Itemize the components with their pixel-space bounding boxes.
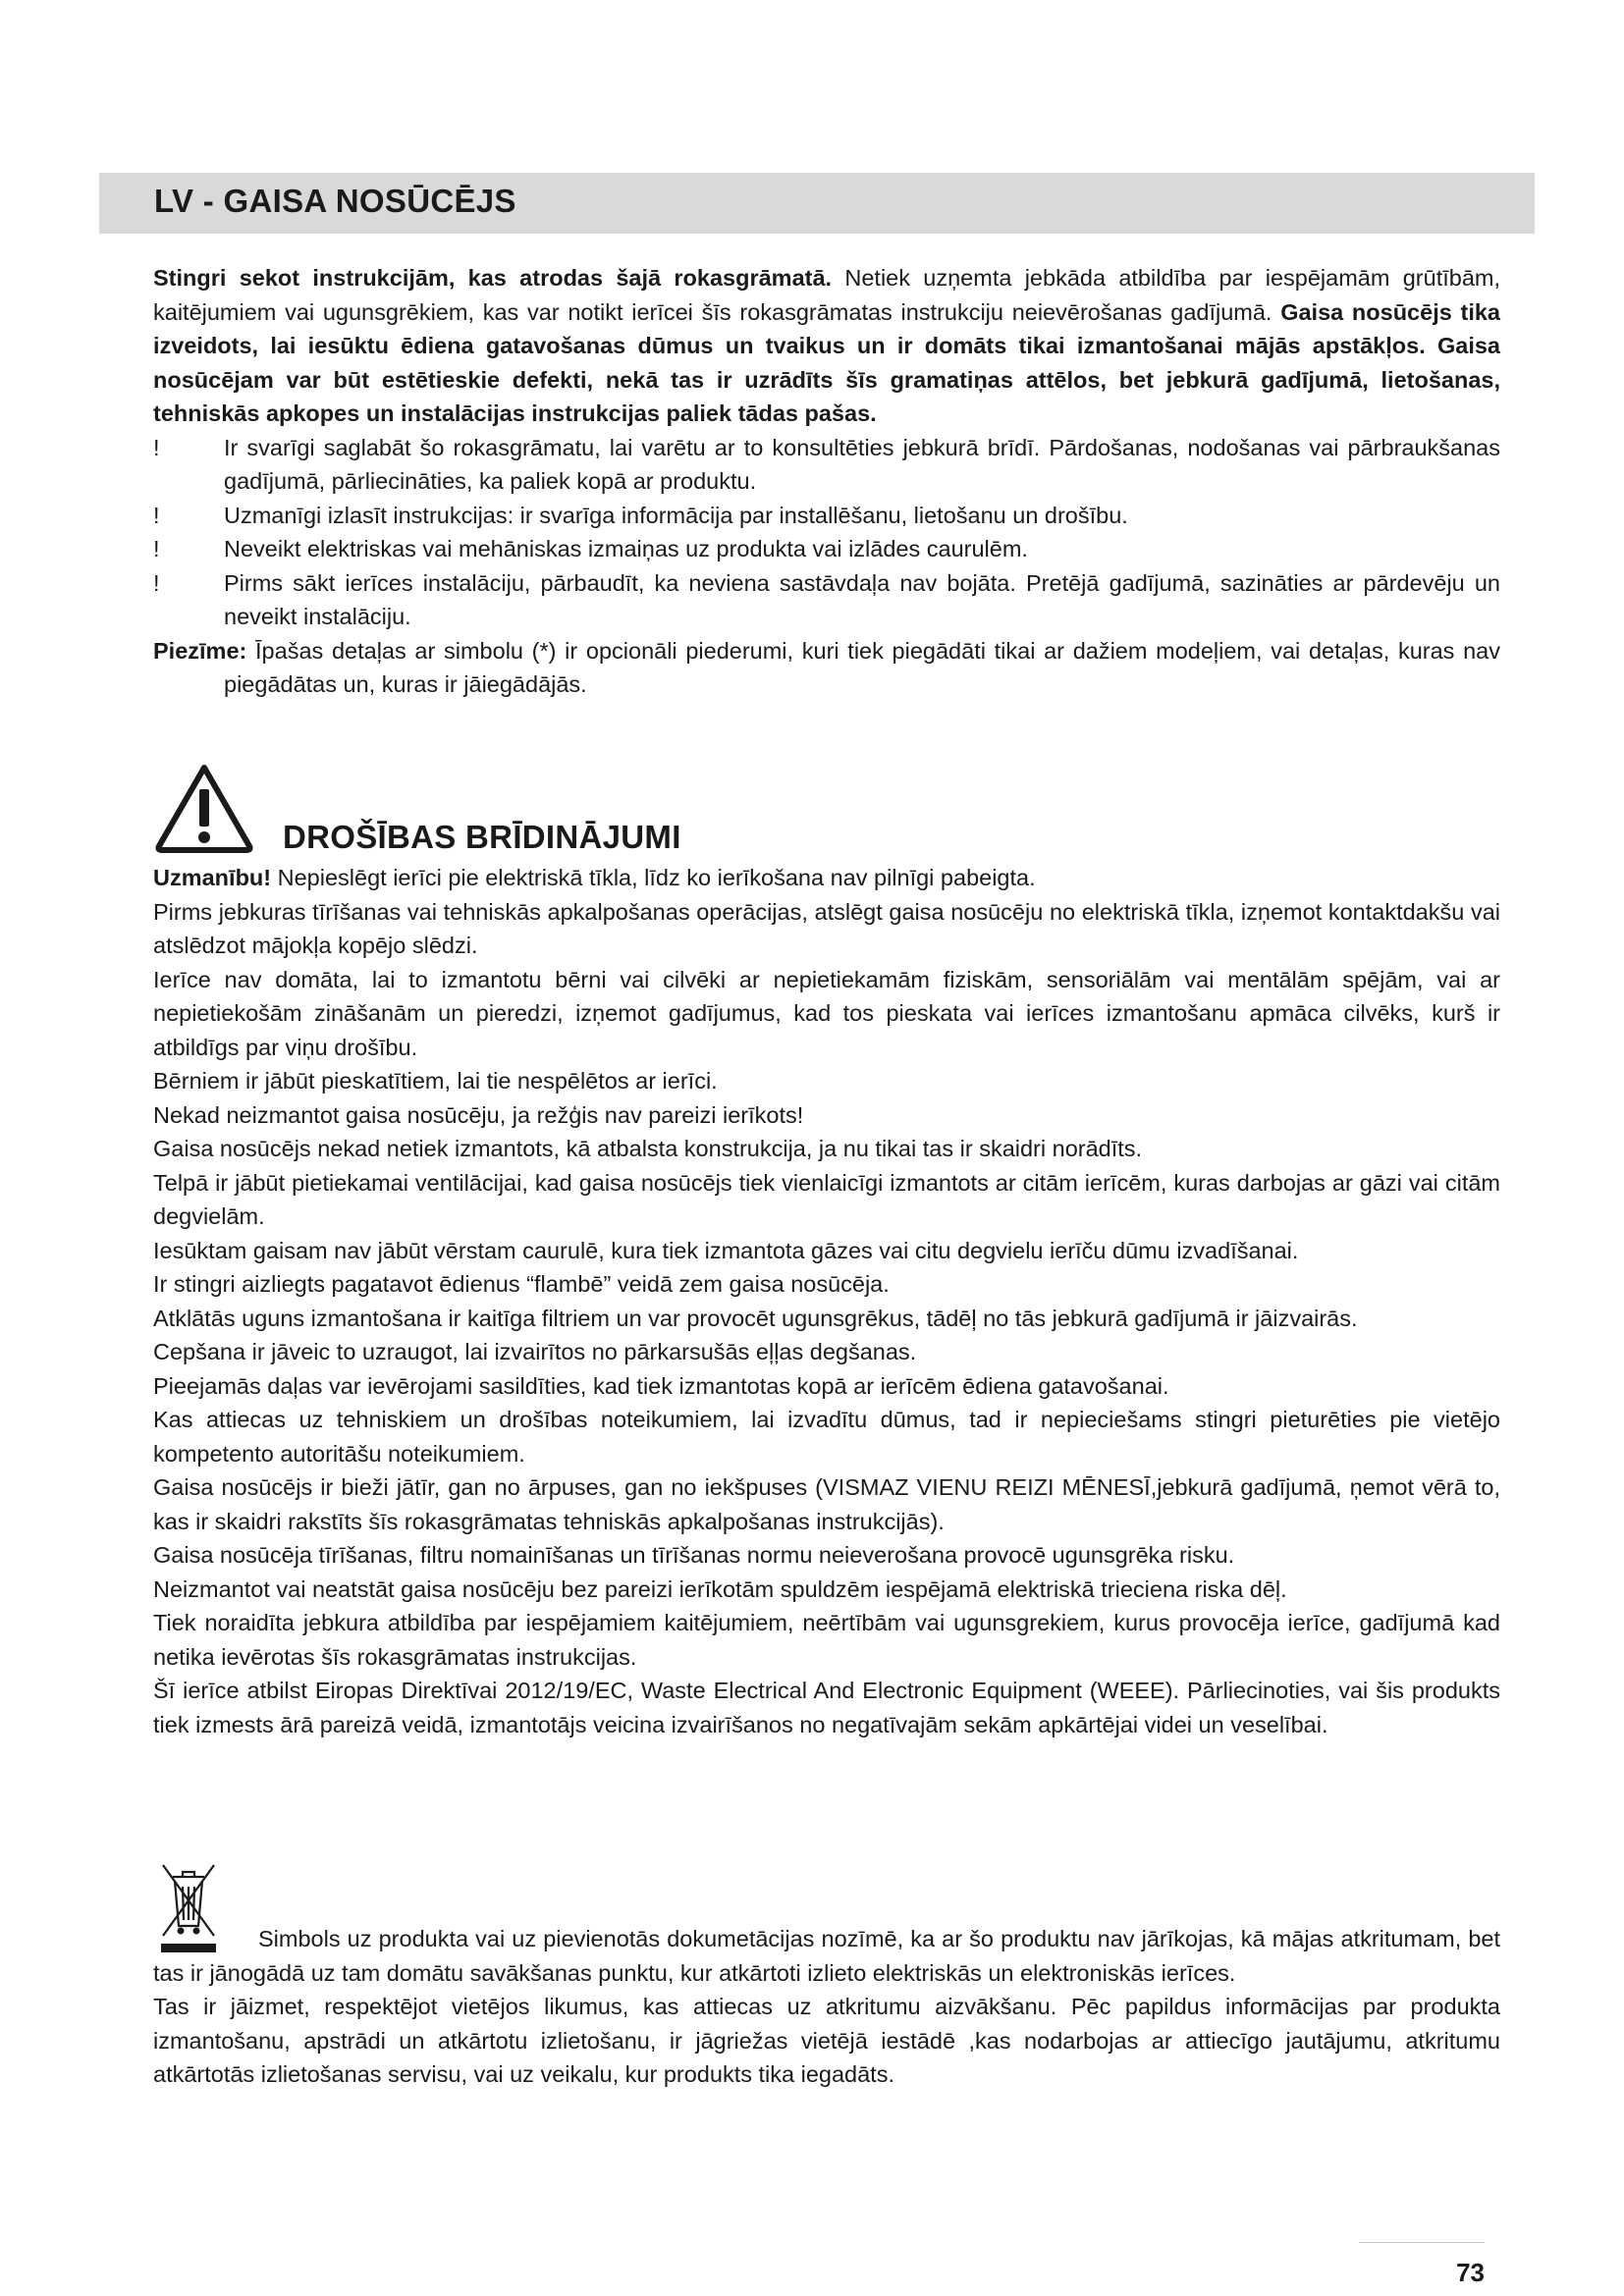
notice-item [153, 431, 1500, 499]
notice-text: Uzmanīgi izlasīt instrukcijas: ir svarīga informācija par installēšanu, lietošanu un drošību. [224, 502, 1128, 528]
notice-item [153, 499, 1500, 533]
safety-paragraph: Šī ierīce atbilst Eiropas Direktīvai 2012/19/EC, Waste Electrical And Electronic Equipment (WEEE). Pārliecinoties, vai šis produkts tiek izmests ārā pareizā veidā, izmantotājs veicina izvairīšanos no negatīvajām sekām apkārtējai videi un veselībai. [153, 1678, 1500, 1737]
safety-paragraph: Ir stingri aizliegts pagatavot ēdienus “flambē” veidā zem gaisa nosūcēja. [153, 1271, 890, 1297]
exclamation-mark: ! [153, 569, 160, 596]
exclamation-mark: ! [153, 502, 160, 528]
safety-paragraph: Pirms jebkuras tīrīšanas vai tehniskās apkalpošanas operācijas, atslēgt gaisa nosūcēju no elektriskā tīkla, izņemot kontaktdakšu vai atslēdzot mājokļa kopējo slēdzi. [153, 898, 1500, 958]
safety-paragraph: Cepšana ir jāveic to uzraugot, lai izvairītos no pārkarsušās eļļas degšanas. [153, 1339, 917, 1364]
intro-section [153, 261, 1500, 702]
safety-section [153, 861, 1500, 1741]
safety-paragraph: Bērniem ir jābūt pieskatītiem, lai tie nespēlētos ar ierīci. [153, 1068, 718, 1094]
safety-paragraph: Ierīce nav domāta, lai to izmantotu bērni vai cilvēki ar nepietiekamām fiziskām, sensoriālām vai mentālām spējām, vai ar nepietiekošām zināšanām un pieredzi, izņemot gadījumus, kad tos pieskata vai ierīces izmantošanu apmāca cilvēks, kurš ir atbildīgs par viņu drošību. [153, 966, 1500, 1060]
attention-label: Uzmanību! [153, 865, 272, 890]
notice-text: Pirms sākt ierīces instalāciju, pārbaudīt, ka neviena sastāvdaļa nav bojāta. Pretējā gadījumā, sazināties ar pārdevēju un neveikt instalāciju. [224, 569, 1500, 629]
notice-text: Ir svarīgi saglabāt šo rokasgrāmatu, lai varētu ar to konsultēties jebkurā brīdī. Pārdošanas, nodošanas vai pārbraukšanas gadījumā, pārliecināties, ka paliek kopā ar produktu. [224, 434, 1500, 494]
safety-paragraph: Atklātās uguns izmantošana ir kaitīga filtriem un var provocēt ugunsgrēkus, tādēļ no tās jebkurā gadījumā ir jāizvairās. [153, 1305, 1358, 1331]
intro-bold-1: Stingri sekot instrukcijām, kas atrodas šajā rokasgrāmatā. [153, 265, 833, 291]
exclamation-mark: ! [153, 536, 160, 561]
safety-paragraph: Neizmantot vai neatstāt gaisa nosūcēju bez pareizi ierīkotām spuldzēm iespējamā elektriskā trieciena riska dēļ. [153, 1575, 1287, 1602]
exclamation-mark: ! [153, 434, 160, 460]
weee-paragraph: Simbols uz produkta vai uz pievienotās dokumetācijas nozīmē, ka ar šo produktu nav jārīkojas, kā mājas atkritumam, bet tas ir jānogādā uz tam domātu savākšanas punktu, kur atkārtoti izlieto elektriskās un elektroniskās ierīces. [153, 1926, 1500, 1986]
safety-paragraph: Pieejamās daļas var ievērojami sasildīties, kad tiek izmantotas kopā ar ierīcēm ēdiena gatavošanai. [153, 1372, 1169, 1399]
intro-text-1: Netiek uzņemta jebkāda atbildība par iespējamām grūtībām, kaitējumiem vai ugunsgrēkiem, kas var notikt ierīcei šīs rokasgrāmatas instrukciju neievērošanas gadījumā. [153, 265, 1500, 325]
safety-paragraph: Nekad neizmantot gaisa nosūcēju, ja režģis nav pareizi ierīkots! [153, 1101, 804, 1128]
notice-item [153, 566, 1500, 634]
safety-paragraph: Telpā ir jābūt pietiekamai ventilācijai, kad gaisa nosūcējs tiek vienlaicīgi izmantots ar citām ierīcēm, kuras darbojas ar gāzi vai citām degvielām. [153, 1169, 1500, 1229]
safety-title: DROŠĪBAS BRĪDINĀJUMI [283, 819, 681, 855]
attention-paragraph [153, 861, 1500, 895]
intro-bold-2: Gaisa nosūcējs tika izveidots, lai iesūktu ēdiena gatavošanas dūmus un tvaikus un ir domāts tikai izmantošanai mājās apstākļos. Gaisa nosūcējam var būt estētieskie defekti, nekā tas ir uzrādīts šīs gramatiņas attēlos, bet jebkurā gadījumā, lietošanas, tehniskās apkopes un instalācijas instrukcijas paliek tādas pašas. [153, 298, 1500, 426]
warning-triangle-icon [153, 762, 255, 856]
attention-text: Nepieslēgt ierīci pie elektriskā tīkla, līdz ko ierīkošana nav pilnīgi pabeigta. [271, 865, 1036, 890]
note-paragraph [153, 634, 1500, 702]
footer-divider [1359, 2242, 1485, 2243]
notice-item [153, 532, 1500, 566]
safety-paragraph: Kas attiecas uz tehniskiem un drošības noteikumiem, lai izvadītu dūmus, tad ir nepieciešams stingri pieturēties pie vietējo kompetento autoritāšu noteikumiem. [153, 1407, 1500, 1467]
section-title: LV - GAISA NOSŪCĒJS [154, 183, 516, 219]
weee-section [153, 1922, 1500, 2092]
safety-heading [153, 762, 1500, 856]
safety-paragraph: Gaisa nosūcējs ir bieži jātīr, gan no ārpuses, gan no iekšpuses (VISMAZ VIENU REIZI MĒNESĪ,jebkurā gadījumā, ņemot vērā to, kas ir skaidri rakstīts šīs rokasgrāmatas tehniskās apkalpošanas instrukcijās). [153, 1474, 1500, 1534]
safety-paragraph: Iesūktam gaisam nav jābūt vērstam caurulē, kura tiek izmantota gāzes vai citu degvielu ierīču dūmu izvadīšanai. [153, 1237, 1299, 1263]
safety-paragraph: Tiek noraidīta jebkura atbildība par iespējamiem kaitējumiem, neērtībām vai ugunsgrekiem, kurus provocēja ierīce, gadījumā kad netika ievērotas šīs rokasgrāmatas instrukcijas. [153, 1610, 1500, 1670]
safety-paragraph: Gaisa nosūcējs nekad netiek izmantots, kā atbalsta konstrukcija, ja nu tikai tas ir skaidri norādīts. [153, 1136, 1143, 1161]
weee-paragraph: Tas ir jāizmet, respektējot vietējos likumus, kas attiecas uz atkritumu aizvākšanu. Pēc papildus informācijas par produkta izmantošanu, apstrādi un atkārtotu izlietošanu, ir jāgriežas vietējā iestādē ,kas nodarbojas ar attiecīgo jautājumu, atkritumu atkārtotās izlietošanas servisu, vai uz veikalu, kur produkts tika iegadāts. [153, 1994, 1500, 2087]
notice-text: Neveikt elektriskas vai mehāniskas izmaiņas uz produkta vai izlādes caurulēm. [224, 536, 1028, 561]
intro-paragraph [153, 261, 1500, 431]
note-text: Īpašas detaļas ar simbolu (*) ir opcionāli piederumi, kuri tiek piegādāti tikai ar dažiem modeļiem, vai detaļas, kuras nav piegādātas un, kuras ir jāiegādājās. [224, 637, 1500, 697]
safety-paragraph: Gaisa nosūcēja tīrīšanas, filtru nomainīšanas un tīrīšanas normu neieverošana provocē ugunsgrēka risku. [153, 1542, 1235, 1568]
note-label: Piezīme: [153, 637, 247, 664]
section-header [99, 173, 1535, 234]
page-number: 73 [1456, 2258, 1485, 2287]
